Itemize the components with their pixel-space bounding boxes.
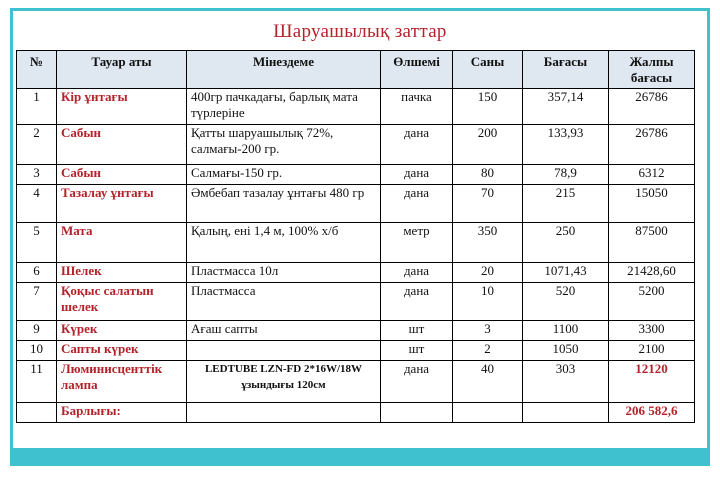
row-total: 87500 — [609, 223, 695, 263]
row-number: 2 — [17, 125, 57, 165]
row-quantity: 80 — [453, 165, 523, 185]
row-name: Қоқыс салатын шелек — [57, 283, 187, 321]
total-empty-cell — [453, 403, 523, 423]
row-name: Шелек — [57, 263, 187, 283]
row-quantity: 3 — [453, 321, 523, 341]
row-total: 3300 — [609, 321, 695, 341]
row-description: Пластмасса 10л — [187, 263, 381, 283]
row-total: 12120 — [609, 361, 695, 403]
table-row — [17, 263, 695, 283]
bottom-accent-bar — [10, 448, 710, 466]
row-price: 78,9 — [523, 165, 609, 185]
row-quantity: 40 — [453, 361, 523, 403]
row-number: 11 — [17, 361, 57, 403]
row-name: Люминисценттік лампа — [57, 361, 187, 403]
row-unit: дана — [381, 361, 453, 403]
row-total: 2100 — [609, 341, 695, 361]
total-empty-cell — [523, 403, 609, 423]
row-unit: дана — [381, 165, 453, 185]
row-total: 26786 — [609, 89, 695, 125]
slide-title: Шаруашылық заттар — [273, 21, 447, 42]
row-number: 10 — [17, 341, 57, 361]
row-description — [187, 341, 381, 361]
row-quantity: 10 — [453, 283, 523, 321]
row-number: 9 — [17, 321, 57, 341]
table-header-row — [17, 51, 695, 89]
row-price: 520 — [523, 283, 609, 321]
row-quantity: 20 — [453, 263, 523, 283]
table-row — [17, 89, 695, 125]
row-unit: дана — [381, 125, 453, 165]
row-number: 3 — [17, 165, 57, 185]
header-number: № — [17, 51, 57, 89]
row-description: Ағаш сапты — [187, 321, 381, 341]
row-number: 4 — [17, 185, 57, 223]
row-price: 1050 — [523, 341, 609, 361]
header-quantity: Саны — [453, 51, 523, 89]
total-label: Барлығы: — [57, 403, 187, 423]
row-name: Сабын — [57, 165, 187, 185]
row-price: 215 — [523, 185, 609, 223]
table-row — [17, 321, 695, 341]
row-unit: дана — [381, 263, 453, 283]
row-description: 400гр пачкадағы, барлық мата түрлеріне — [187, 89, 381, 125]
row-description: Салмағы-150 гр. — [187, 165, 381, 185]
row-number: 5 — [17, 223, 57, 263]
goods-table — [16, 50, 695, 423]
row-unit: пачка — [381, 89, 453, 125]
row-description: Әмбебап тазалау ұнтағы 480 гр — [187, 185, 381, 223]
row-unit: дана — [381, 185, 453, 223]
row-price: 1100 — [523, 321, 609, 341]
table-row — [17, 341, 695, 361]
row-unit: шт — [381, 321, 453, 341]
row-unit: дана — [381, 283, 453, 321]
row-price: 303 — [523, 361, 609, 403]
table-row — [17, 125, 695, 165]
row-quantity: 150 — [453, 89, 523, 125]
row-price: 357,14 — [523, 89, 609, 125]
row-total: 21428,60 — [609, 263, 695, 283]
table-row — [17, 283, 695, 321]
header-description: Мінездеме — [187, 51, 381, 89]
total-empty-cell — [17, 403, 57, 423]
row-quantity: 200 — [453, 125, 523, 165]
row-name: Күрек — [57, 321, 187, 341]
row-total: 15050 — [609, 185, 695, 223]
row-total: 26786 — [609, 125, 695, 165]
row-price: 1071,43 — [523, 263, 609, 283]
table-row — [17, 165, 695, 185]
row-name: Тазалау ұнтағы — [57, 185, 187, 223]
row-name: Сабын — [57, 125, 187, 165]
row-number: 6 — [17, 263, 57, 283]
row-quantity: 350 — [453, 223, 523, 263]
row-price: 133,93 — [523, 125, 609, 165]
table-row — [17, 361, 695, 403]
row-unit: шт — [381, 341, 453, 361]
row-number: 7 — [17, 283, 57, 321]
row-name: Сапты күрек — [57, 341, 187, 361]
row-description: LEDTUBE LZN-FD 2*16W/18W ұзындығы 120см — [187, 361, 381, 403]
row-unit: метр — [381, 223, 453, 263]
header-name: Тауар аты — [57, 51, 187, 89]
row-name: Кір ұнтағы — [57, 89, 187, 125]
row-quantity: 70 — [453, 185, 523, 223]
row-total: 6312 — [609, 165, 695, 185]
row-quantity: 2 — [453, 341, 523, 361]
table-total-row — [17, 403, 695, 423]
total-empty-cell — [187, 403, 381, 423]
row-description: Пластмасса — [187, 283, 381, 321]
total-value: 206 582,6 — [609, 403, 695, 423]
row-description: Қатты шаруашылық 72%, салмағы-200 гр. — [187, 125, 381, 165]
header-unit: Өлшемі — [381, 51, 453, 89]
table-row — [17, 223, 695, 263]
row-total: 5200 — [609, 283, 695, 321]
header-total: Жалпы бағасы — [609, 51, 695, 89]
total-empty-cell — [381, 403, 453, 423]
row-price: 250 — [523, 223, 609, 263]
row-name: Мата — [57, 223, 187, 263]
row-number: 1 — [17, 89, 57, 125]
header-price: Бағасы — [523, 51, 609, 89]
table-row — [17, 185, 695, 223]
row-description: Қалың, ені 1,4 м, 100% х/б — [187, 223, 381, 263]
